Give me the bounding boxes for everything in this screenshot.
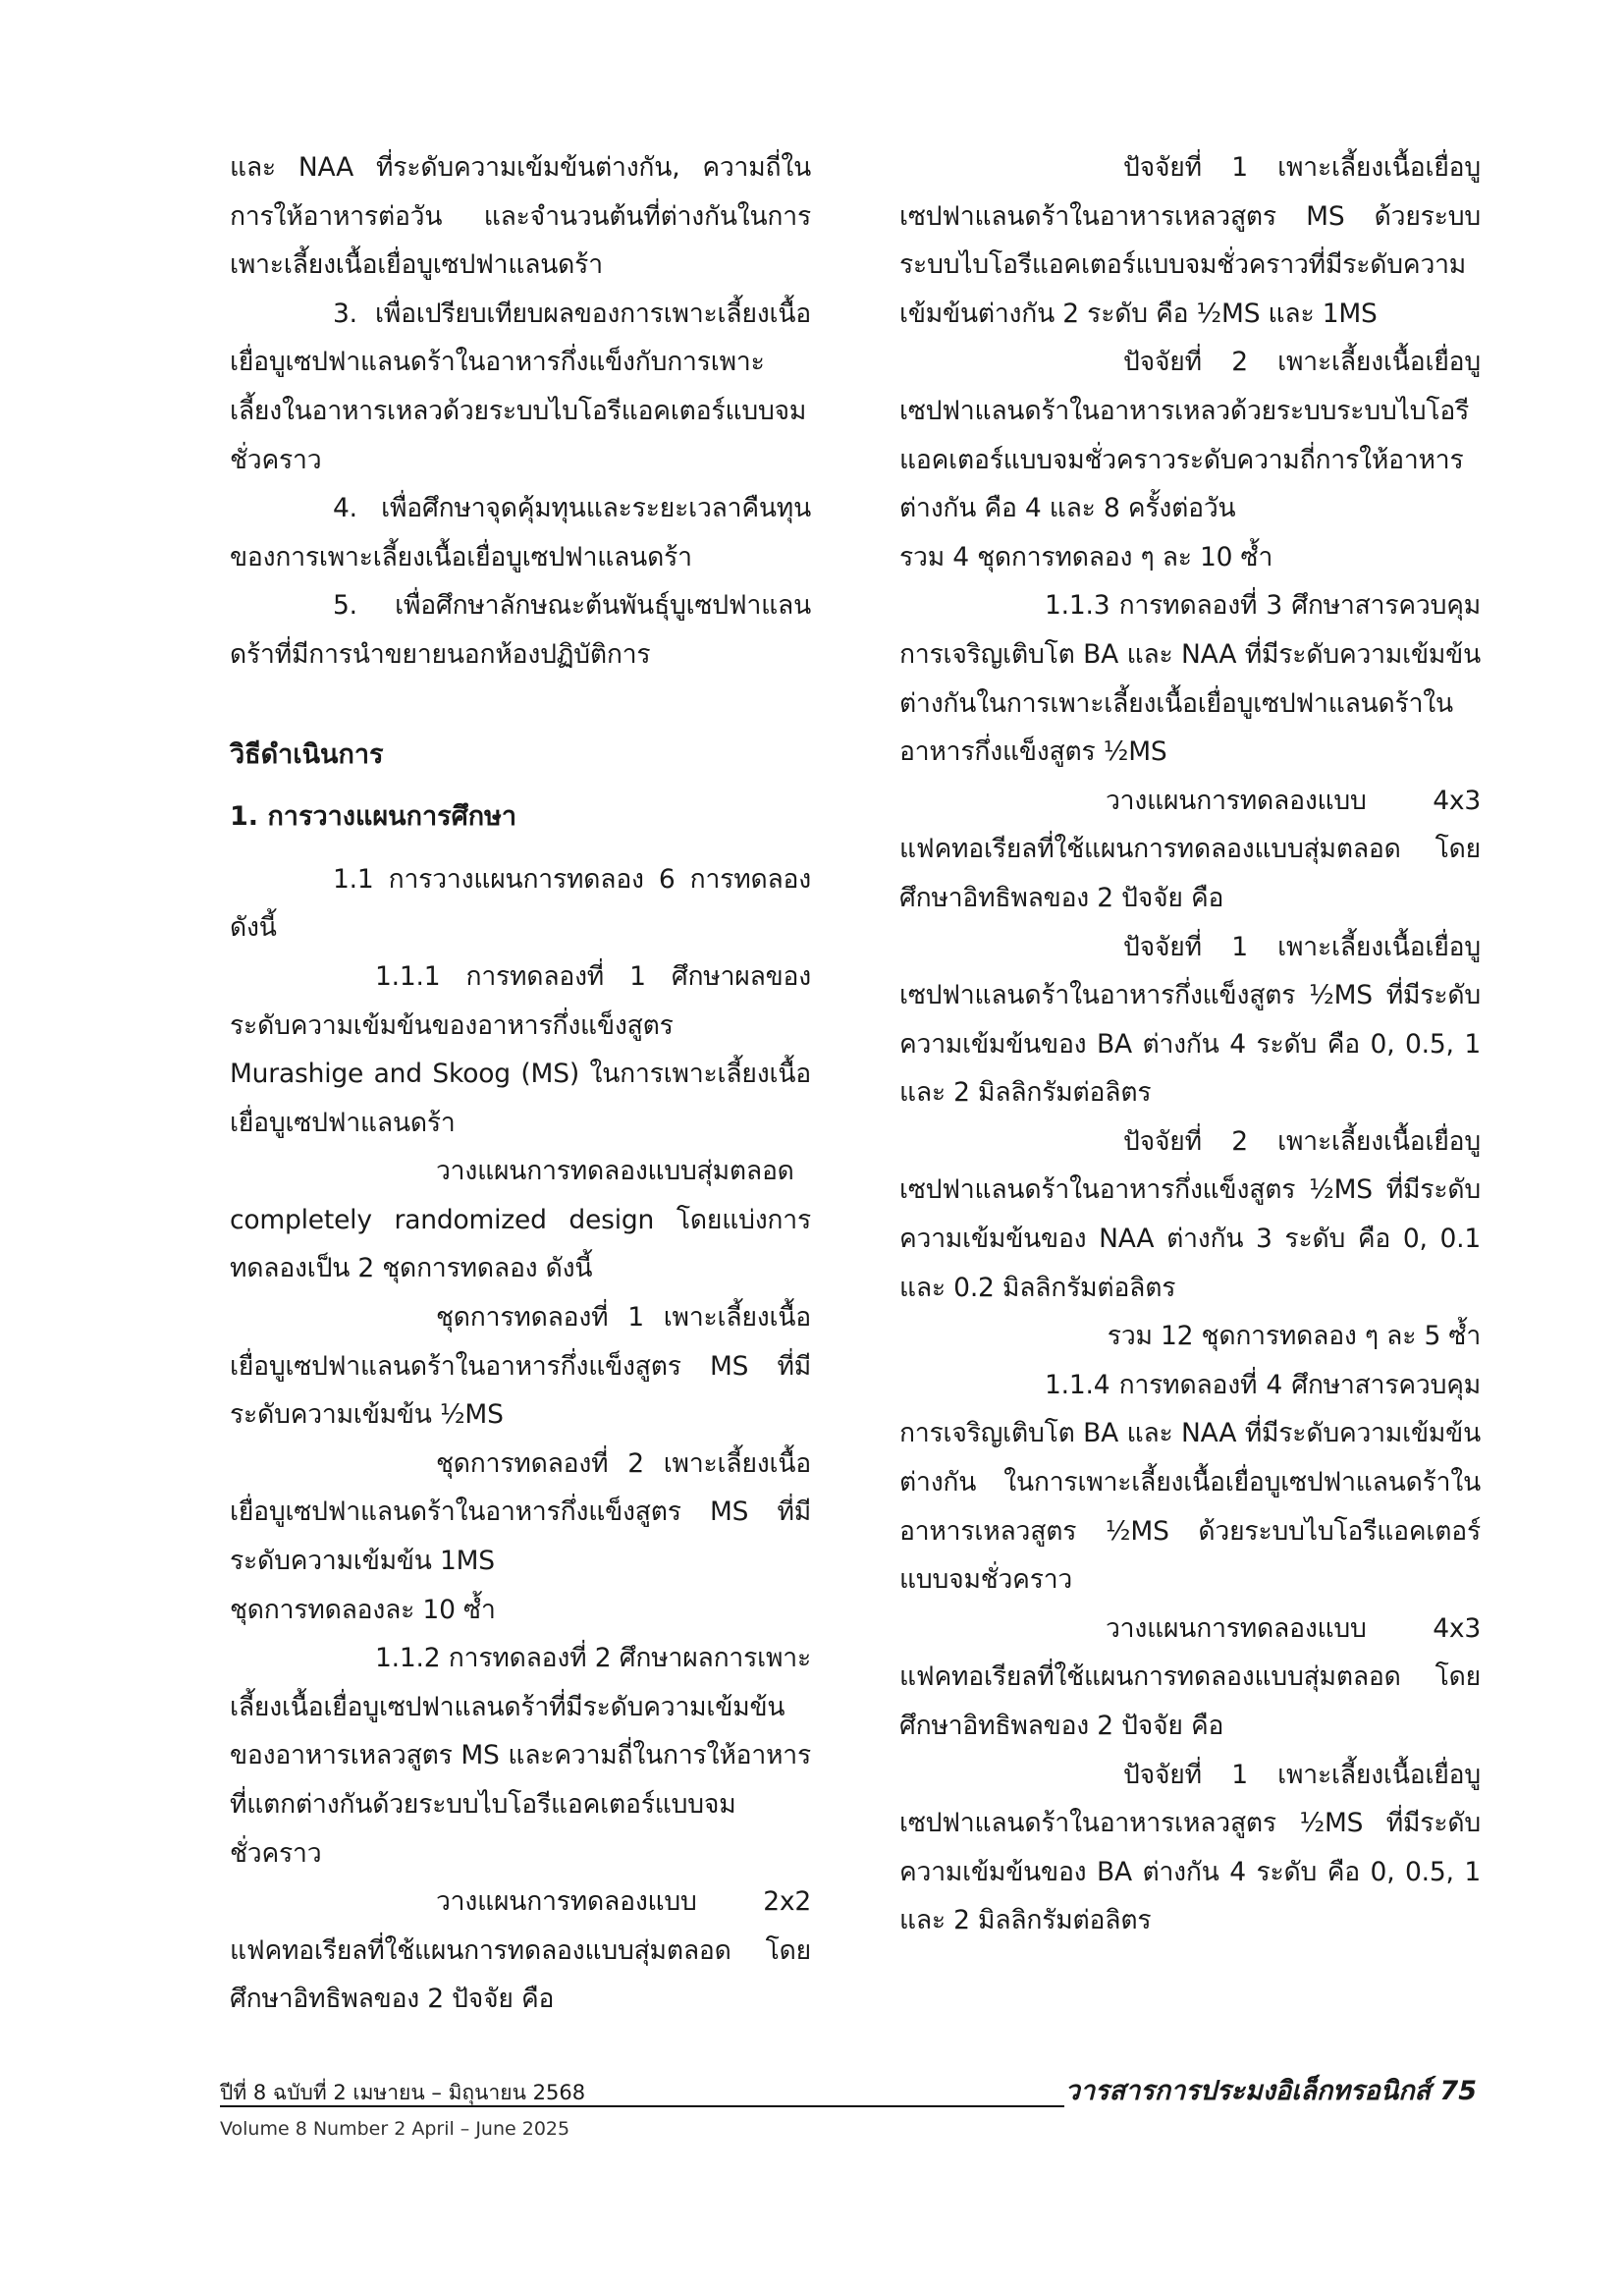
footer-rule [220, 2105, 1064, 2107]
exp2-factor-1: ปัจจัยที่ 1 เพาะเลี้ยงเนื้อเยื่อบูเซปฟาแลนดร้าในอาหารเหลวสูตร MS ด้วยระบบระบบไบโอรีแอคเตอร์แบบจมชั่วคราวที่มีระดับความเข้มข้นต่างกัน 2 ระดับ คือ ½MS และ 1MS [899, 152, 1481, 329]
objective-4: 4. เพื่อศึกษาจุดคุ้มทุนและระยะเวลาคืนทุนของการเพาะเลี้ยงเนื้อเยื่อบูเซปฟาแลนดร้า [230, 493, 811, 572]
para-1-1-1: 1.1.1 การทดลองที่ 1 ศึกษาผลของระดับความเข้มข้นของอาหารกึ่งแข็งสูตร Murashige and Skoog (MS) ในการเพาะเลี้ยงเนื้อเยื่อบูเซปฟาแลนดร้า [230, 960, 811, 1138]
footer-journal-page: วารสารการประมงอิเล็กทรอนิกส์ 75 [1064, 2076, 1477, 2106]
para-1-1-4: 1.1.4 การทดลองที่ 4 ศึกษาสารควบคุมการเจริญเติบโต BA และ NAA ที่มีระดับความเข้มข้นต่างกัน ในการเพาะเลี้ยงเนื้อเยื่อบูเซปฟาแลนดร้าในอาหารเหลวสูตร ½MS ด้วยระบบไบโอรีแอคเตอร์แบบจมชั่วคราว [899, 1369, 1481, 1596]
exp4-factor-1: ปัจจัยที่ 1 เพาะเลี้ยงเนื้อเยื่อบูเซปฟาแลนดร้าในอาหารเหลวสูตร ½MS ที่มีระดับความเข้มข้นของ BA ต่างกัน 4 ระดับ คือ 0, 0.5, 1 และ 2 มิลลิกรัมต่อลิตร [899, 1759, 1481, 1936]
exp2-factor-2: ปัจจัยที่ 2 เพาะเลี้ยงเนื้อเยื่อบูเซปฟาแลนดร้าในอาหารเหลวด้วยระบบระบบไบโอรีแอคเตอร์แบบจมชั่วคราวระดับความถี่การให้อาหารต่างกัน คือ 4 และ 8 ครั้งต่อวัน [899, 347, 1481, 524]
design-1: วางแผนการทดลองแบบสุ่มตลอด completely randomized design โดยแบ่งการทดลองเป็น 2 ชุดการทดลอง ดังนี้ [230, 1156, 811, 1284]
design-2: วางแผนการทดลองแบบ 2x2 แฟคทอเรียลที่ใช้แผนการทดลองแบบสุ่มตลอด โดยศึกษาอิทธิพลของ 2 ปัจจัย คือ [230, 1886, 811, 2015]
objective-5: 5. เพื่อศึกษาลักษณะต้นพันธุ์บูเซปฟาแลนดร้าที่มีการนำขยายนอกห้องปฏิบัติการ [230, 590, 811, 670]
section-title: วิธีดำเนินการ [230, 738, 384, 770]
treatment-1: ชุดการทดลองที่ 1 เพาะเลี้ยงเนื้อเยื่อบูเซปฟาแลนดร้าในอาหารกึ่งแข็งสูตร MS ที่มีระดับความเข้มข้น ½MS [230, 1302, 811, 1431]
para-1-1-3: 1.1.3 การทดลองที่ 3 ศึกษาสารควบคุมการเจริญเติบโต BA และ NAA ที่มีระดับความเข้มข้นต่างกันในการเพาะเลี้ยงเนื้อเยื่อบูเซปฟาแลนดร้าในอาหารกึ่งแข็งสูตร ½MS [899, 590, 1481, 768]
intro-paragraph: และ NAA ที่ระดับความเข้มข้นต่างกัน, ความถี่ในการให้อาหารต่อวัน และจำนวนต้นที่ต่างกันในการเพาะเลี้ยงเนื้อเยื่อบูเซปฟาแลนดร้า [230, 152, 811, 281]
para-1-1-2: 1.1.2 การทดลองที่ 2 ศึกษาผลการเพาะเลี้ยงเนื้อเยื่อบูเซปฟาแลนดร้าที่มีระดับความเข้มข้นของอาหารเหลวสูตร MS และความถี่ในการให้อาหารที่แตกต่างกันด้วยระบบไบโอรีแอคเตอร์แบบจมชั่วคราว [230, 1643, 811, 1869]
treatment-2: ชุดการทดลองที่ 2 เพาะเลี้ยงเนื้อเยื่อบูเซปฟาแลนดร้าในอาหารกึ่งแข็งสูตร MS ที่มีระดับความเข้มข้น 1MS [230, 1447, 811, 1577]
objective-3: 3. เพื่อเปรียบเทียบผลของการเพาะเลี้ยงเนื้อเยื่อบูเซปฟาแลนดร้าในอาหารกึ่งแข็งกับการเพาะเลี้ยงในอาหารเหลวด้วยระบบไบโอรีแอคเตอร์แบบจมชั่วคราว [230, 298, 811, 475]
exp4-design: วางแผนการทดลองแบบ 4x3 แฟคทอเรียลที่ใช้แผนการทดลองแบบสุ่มตลอด โดยศึกษาอิทธิพลของ 2 ปัจจัย คือ [899, 1612, 1481, 1741]
exp3-factor-2: ปัจจัยที่ 2 เพาะเลี้ยงเนื้อเยื่อบูเซปฟาแลนดร้าในอาหารกึ่งแข็งสูตร ½MS ที่มีระดับความเข้มข้นของ NAA ต่างกัน 3 ระดับ คือ 0, 0.1 และ 0.2 มิลลิกรัมต่อลิตร [899, 1125, 1481, 1303]
subsection-title: 1. การวางแผนการศึกษา [230, 801, 517, 833]
left-column [230, 143, 811, 2024]
exp3-factor-1: ปัจจัยที่ 1 เพาะเลี้ยงเนื้อเยื่อบูเซปฟาแลนดร้าในอาหารกึ่งแข็งสูตร ½MS ที่มีระดับความเข้มข้นของ BA ต่างกัน 4 ระดับ คือ 0, 0.5, 1 และ 2 มิลลิกรัมต่อลิตร [899, 931, 1481, 1109]
exp3-design: วางแผนการทดลองแบบ 4x3 แฟคทอเรียลที่ใช้แผนการทดลองแบบสุ่มตลอด โดยศึกษาอิทธิพลของ 2 ปัจจัย คือ [899, 785, 1481, 913]
footer-issue-english: Volume 8 Number 2 April – June 2025 [220, 2118, 570, 2140]
right-column [899, 143, 1481, 1945]
exp3-total: รวม 12 ชุดการทดลอง ๆ ละ 5 ซ้ำ [1107, 1321, 1481, 1352]
footer-issue-thai: ปีที่ 8 ฉบับที่ 2 เมษายน – มิถุนายน 2568 [220, 2081, 586, 2104]
exp2-total: รวม 4 ชุดการทดลอง ๆ ละ 10 ซ้ำ [899, 541, 1273, 572]
para-1-1: 1.1 การวางแผนการทดลอง 6 การทดลองดังนี้ [230, 863, 811, 944]
replicates-1: ชุดการทดลองละ 10 ซ้ำ [230, 1594, 496, 1625]
